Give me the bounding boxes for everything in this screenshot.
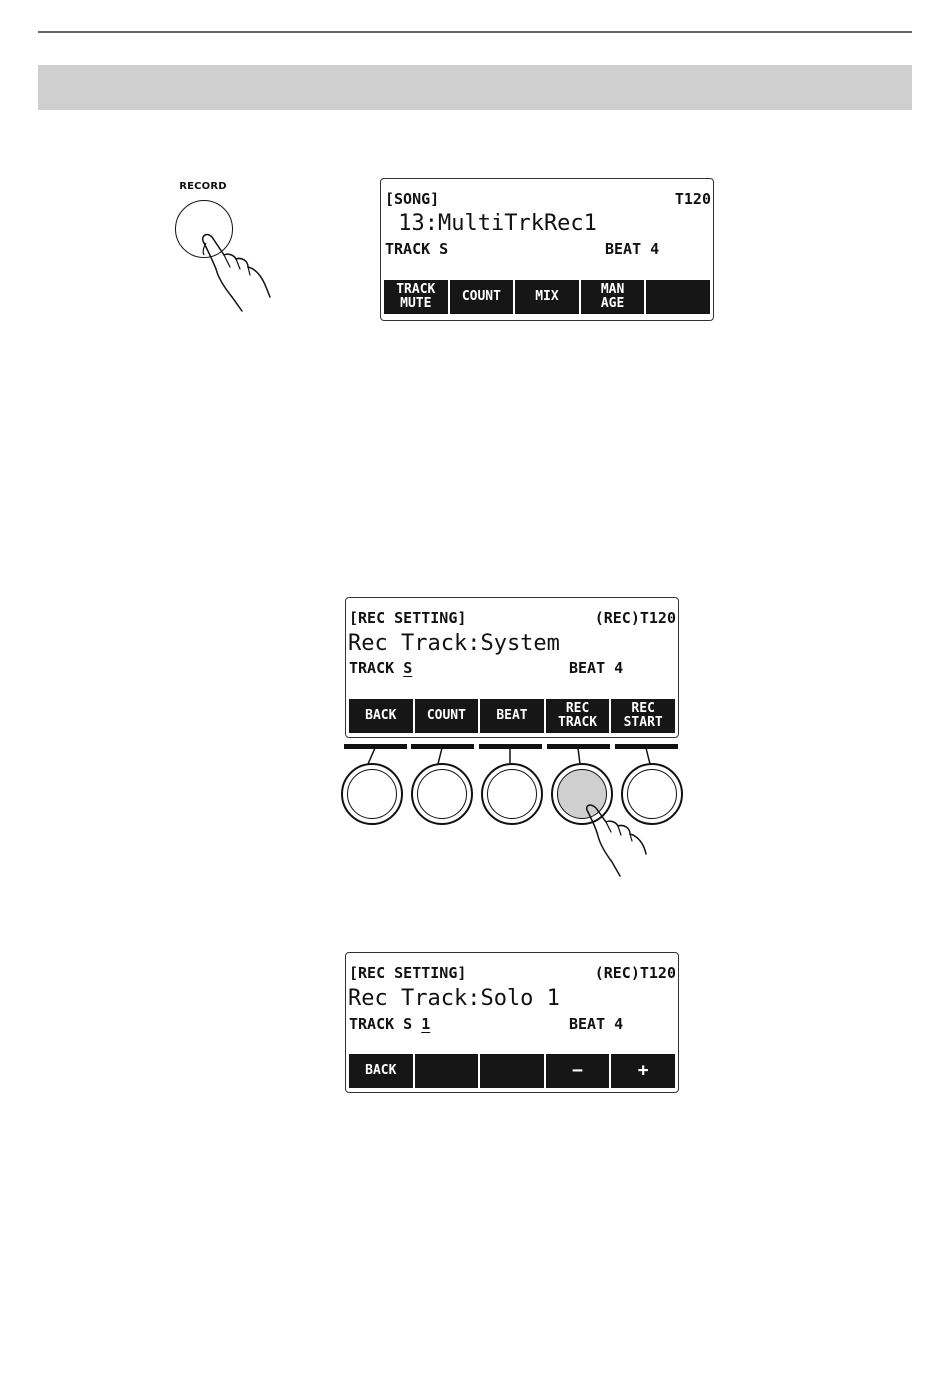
- softkey-bar: [349, 699, 675, 733]
- function-key-3[interactable]: [481, 763, 543, 825]
- screen-tempo: (REC)T120: [594, 964, 676, 982]
- track-value-cursor: S: [403, 659, 413, 677]
- record-button-label: RECORD: [179, 181, 227, 192]
- rec-setting-screen-solo: [345, 952, 679, 1093]
- softkey-minus[interactable]: −: [546, 1054, 610, 1088]
- softkey-blank[interactable]: [480, 1054, 544, 1088]
- pointing-hand-icon: [190, 225, 280, 320]
- function-key-2[interactable]: [411, 763, 473, 825]
- screen-tempo: (REC)T120: [594, 609, 676, 627]
- beat-indicator: BEAT 4: [605, 240, 660, 258]
- screen-header-left: [REC SETTING]: [349, 964, 467, 982]
- softkey-mix[interactable]: MIX: [515, 280, 579, 314]
- softkey-blank[interactable]: [415, 1054, 479, 1088]
- softkey-back[interactable]: BACK: [349, 1054, 413, 1088]
- screen-tempo: T120: [674, 190, 711, 208]
- softkey-manage[interactable]: MAN AGE: [581, 280, 645, 314]
- softkey-blank[interactable]: [646, 280, 710, 314]
- track-value-cursor: 1: [421, 1015, 431, 1033]
- softkey-plus[interactable]: +: [611, 1054, 675, 1088]
- softkey-back[interactable]: BACK: [349, 699, 413, 733]
- softkey-bar: [384, 280, 710, 314]
- softkey-bar: [349, 1054, 675, 1088]
- section-header-band: [38, 65, 912, 110]
- softkey-count[interactable]: COUNT: [450, 280, 514, 314]
- track-indicator: TRACK S: [349, 659, 413, 677]
- beat-indicator: BEAT 4: [569, 659, 624, 677]
- softkey-count[interactable]: COUNT: [415, 699, 479, 733]
- pointing-hand-icon: [578, 800, 658, 880]
- screen-header-left: [SONG]: [385, 190, 440, 208]
- screen-header-left: [REC SETTING]: [349, 609, 467, 627]
- rec-track-line: Rec Track:System: [348, 631, 560, 656]
- top-rule: [38, 31, 912, 33]
- function-key-1[interactable]: [341, 763, 403, 825]
- track-indicator: TRACK S: [385, 240, 449, 258]
- softkey-beat[interactable]: BEAT: [480, 699, 544, 733]
- track-indicator: TRACK S 1: [349, 1015, 431, 1033]
- softkey-track-mute[interactable]: TRACK MUTE: [384, 280, 448, 314]
- song-screen: [380, 178, 714, 321]
- softkey-rec-start[interactable]: REC START: [611, 699, 675, 733]
- song-name-line: 13:MultiTrkRec1: [385, 211, 597, 236]
- beat-indicator: BEAT 4: [569, 1015, 624, 1033]
- rec-track-line: Rec Track:Solo 1: [348, 986, 560, 1011]
- softkey-rec-track[interactable]: REC TRACK: [546, 699, 610, 733]
- rec-setting-screen-system: [345, 597, 679, 738]
